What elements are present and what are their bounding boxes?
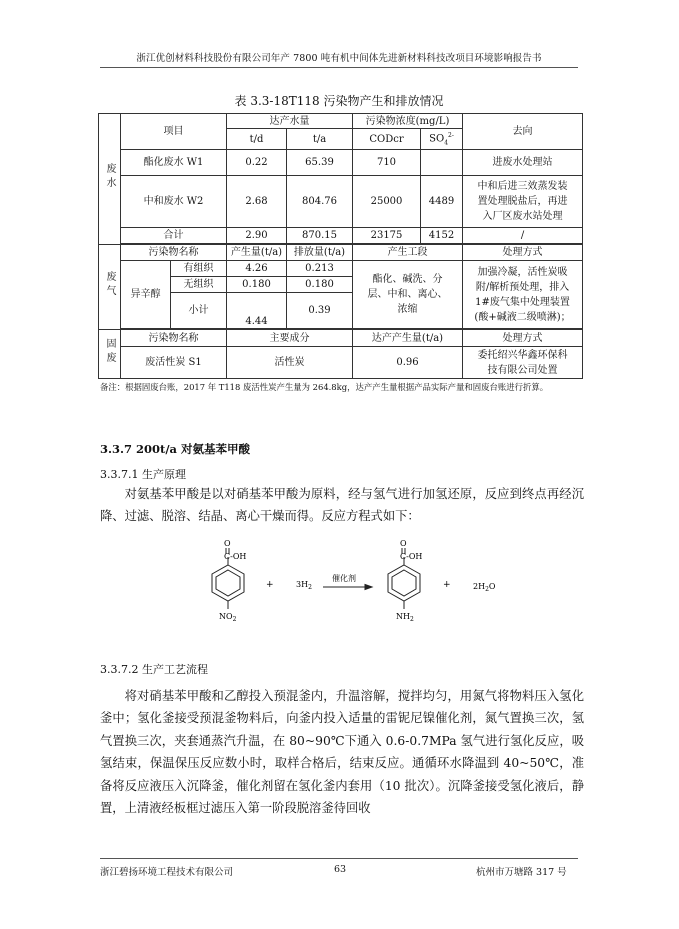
category-waste-gas: 废气 bbox=[99, 245, 121, 330]
col-process-step: 产生工段 bbox=[353, 245, 463, 261]
carbonyl-o-label-2: O bbox=[400, 539, 407, 548]
process-step: 酯化、碱洗、分 层、中和、离心、 浓缩 bbox=[353, 261, 463, 329]
reaction-arrow bbox=[323, 585, 372, 590]
unit-so4: $SO_4^{2-}$ bbox=[421, 129, 463, 150]
treatment-method: 加强冷凝，活性炭吸 附/解析预处理，排入 1#废气集中处理装置 (酸+碱液二级喷淋)； bbox=[463, 261, 583, 329]
cell-destination: / bbox=[463, 228, 583, 244]
col-destination: 去向 bbox=[463, 114, 583, 150]
cell-td: 2.90 bbox=[227, 228, 287, 244]
amine-group-label: $NH_2$ bbox=[396, 612, 414, 623]
cell-cod: 710 bbox=[353, 150, 421, 176]
unit-td: t/d bbox=[227, 129, 287, 150]
emission-type: 小计 bbox=[171, 293, 227, 329]
footer-rule bbox=[100, 858, 578, 859]
solid-treatment: 委托绍兴华鑫环保科 技有限公司处置 bbox=[463, 347, 583, 379]
cell-so4: 4489 bbox=[421, 176, 463, 228]
water-product: $2H_2O$ bbox=[473, 582, 496, 593]
cell-ta: 870.15 bbox=[287, 228, 353, 244]
emission-type: 无组织 bbox=[171, 277, 227, 293]
cell-so4 bbox=[421, 150, 463, 176]
cell-td: 0.22 bbox=[227, 150, 287, 176]
cell-td: 2.68 bbox=[227, 176, 287, 228]
header-rule bbox=[100, 67, 578, 68]
pollutant-table bbox=[98, 113, 583, 379]
col-amount: 达产产生量(t/a) bbox=[353, 330, 463, 347]
solid-name: 废活性炭 S1 bbox=[121, 347, 227, 379]
cell-ta: 804.76 bbox=[287, 176, 353, 228]
footer-company: 浙江碧扬环境工程技术有限公司 bbox=[100, 867, 234, 878]
running-header: 浙江优创材料科技股份有限公司年产 7800 吨有机中间体先进新材料科技改项目环境影响报告书 bbox=[136, 53, 542, 64]
row-name: 合计 bbox=[121, 228, 227, 244]
cell-so4: 4152 bbox=[421, 228, 463, 244]
col-emission: 排放量(t/a) bbox=[287, 245, 353, 261]
category-solid-waste: 固废 bbox=[99, 330, 121, 379]
table-row bbox=[99, 176, 583, 228]
table-title: 表 3.3-18T118 污染物产生和排放情况 bbox=[234, 94, 444, 108]
cell-generation: 4.26 bbox=[227, 261, 287, 277]
cell-generation: 0.180 bbox=[227, 277, 287, 293]
table-row bbox=[99, 347, 583, 379]
cell-cod: 25000 bbox=[353, 176, 421, 228]
paragraph-process: 将对硝基苯甲酸和乙醇投入预混釜内，升温溶解，搅拌均匀，用氮气将物料压入氢化釜中；氢化釜接受预混釜物料后，向釜内投入适量的雷铌尼镍催化剂，氮气置换三次，氢气置换三次，夹套通蒸汽升温，在 80~90℃下通入 0.6-0.7MPa 氢气进行氢化反应，吸氢结束，保温保压反应数小时，取样合格后，结束反应。通循环水降温到 40~50℃，准备将反应液压入沉降釜，催化剂留在氢化釜内套用（10 批次）。沉降釜接受氢化液后，静置，上清液经板框过滤压入第一阶段脱溶釜待回收 bbox=[100, 689, 584, 816]
table-row bbox=[99, 228, 583, 244]
acid-group-label-2: C-OH bbox=[400, 552, 423, 561]
col-solid-treatment: 处理方式 bbox=[463, 330, 583, 347]
cell-emission: 0.180 bbox=[287, 277, 353, 293]
emission-type: 有组织 bbox=[171, 261, 227, 277]
paragraph-principle: 对氨基苯甲酸是以对硝基苯甲酸为原料，经与氢气进行加氢还原，反应到终点再经沉降、过滤、脱溶、结晶、离心干燥而得。反应方程式如下： bbox=[100, 487, 584, 524]
solid-amount: 0.96 bbox=[353, 347, 463, 379]
col-solid-name: 污染物名称 bbox=[121, 330, 227, 347]
cell-emission: 0.213 bbox=[287, 261, 353, 277]
table-row bbox=[99, 150, 583, 176]
cell-ta: 65.39 bbox=[287, 150, 353, 176]
reaction-equation bbox=[190, 535, 550, 625]
pollutant-name: 异辛醇 bbox=[121, 261, 171, 329]
unit-ta: t/a bbox=[287, 129, 353, 150]
catalyst-label: 催化剂 bbox=[332, 574, 356, 583]
hydrogen-reactant: $3H_2$ bbox=[296, 580, 312, 591]
cell-destination: 中和后进三效蒸发装 置处理脱盐后，再进 入厂区废水站处理 bbox=[463, 176, 583, 228]
plus-sign-2: + bbox=[443, 580, 451, 590]
plus-sign-1: + bbox=[266, 580, 274, 590]
col-treatment: 处理方式 bbox=[463, 245, 583, 261]
subsection-heading-principle: 3.3.7.1 生产原理 bbox=[100, 468, 186, 481]
cell-emission: 0.39 bbox=[287, 293, 353, 329]
col-pollutant-name: 污染物名称 bbox=[121, 245, 227, 261]
acid-group-label-1: C-OH bbox=[224, 552, 247, 561]
nitro-group-label: $NO_2$ bbox=[219, 612, 237, 623]
footer-address: 杭州市万塘路 317 号 bbox=[476, 867, 567, 878]
cell-destination: 进废水处理站 bbox=[463, 150, 583, 176]
col-generation: 产生量(t/a) bbox=[227, 245, 287, 261]
unit-cod: CODcr bbox=[353, 129, 421, 150]
section-heading: 3.3.7 200t/a 对氨基苯甲酸 bbox=[100, 442, 250, 456]
col-volume: 达产水量 bbox=[227, 114, 353, 129]
col-concentration: 污染物浓度(mg/L) bbox=[353, 114, 463, 129]
page-number: 63 bbox=[333, 864, 347, 875]
col-composition: 主要成分 bbox=[227, 330, 353, 347]
cell-cod: 23175 bbox=[353, 228, 421, 244]
cell-generation: 4.44 bbox=[227, 293, 287, 329]
subsection-heading-process: 3.3.7.2 生产工艺流程 bbox=[100, 663, 208, 676]
row-name: 中和废水 W2 bbox=[121, 176, 227, 228]
row-name: 酯化废水 W1 bbox=[121, 150, 227, 176]
col-item: 项目 bbox=[121, 114, 227, 150]
solid-composition: 活性炭 bbox=[227, 347, 353, 379]
category-wastewater: 废水 bbox=[99, 114, 121, 245]
table-note: 备注：根据固废台账，2017 年 T118 废活性炭产生量为 264.8kg，达产产生量根据产品实际产量和固废台账进行折算。 bbox=[100, 382, 549, 392]
carbonyl-o-label-1: O bbox=[224, 539, 231, 548]
table-row bbox=[99, 261, 583, 277]
